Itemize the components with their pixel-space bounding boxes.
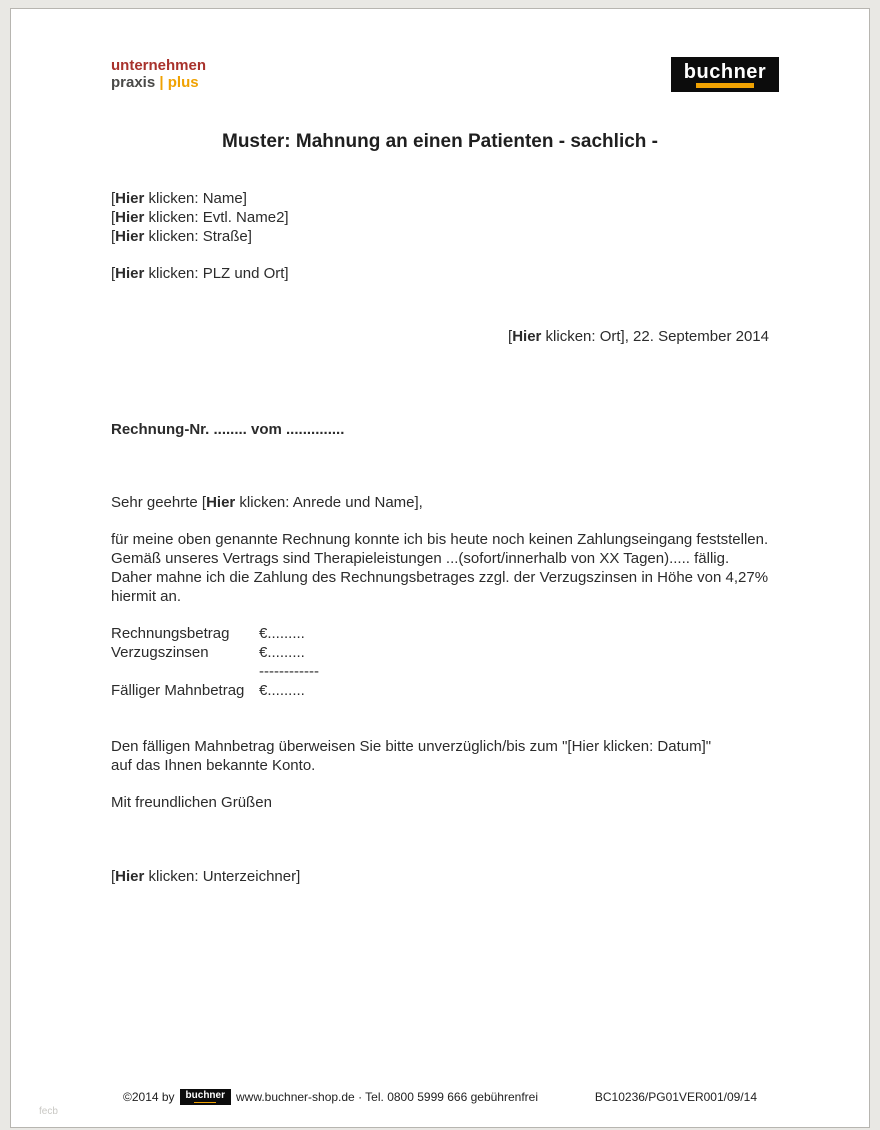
signature-line[interactable]: [Hier klicken: Unterzeichner] — [111, 868, 301, 885]
amount-label — [111, 662, 259, 681]
logo-text-plus: plus — [167, 74, 199, 91]
footer-buchner-logo-text: buchner — [185, 1090, 225, 1101]
footer-document-code: BC10236/PG01VER001/09/14 — [594, 1090, 757, 1104]
buchner-logo-text: buchner — [683, 60, 767, 83]
footer-corner-text: fecb — [39, 1106, 58, 1117]
logo-separator: | — [159, 74, 164, 91]
closing-line: Mit freundlichen Grüßen — [111, 794, 272, 811]
amount-label: Rechnungsbetrag — [111, 625, 230, 642]
letter-content — [11, 132, 869, 886]
subject-line: Rechnung-Nr. ........ vom .............. — [111, 421, 345, 438]
amount-value: €......... — [259, 682, 305, 699]
address-blank-line — [111, 246, 769, 264]
amount-label: Fälliger Mahnbetrag — [111, 682, 245, 699]
amount-row-mahnbetrag — [111, 681, 769, 700]
body-paragraph-1: für meine oben genannte Rechnung konnte ich bis heute noch keinen Zahlungseingang feststellen. Gemäß unseres Vertrags sind Therapieleistungen ...(sofort/innerhalb von XX Tagen)..... fällig. Daher mahne ich die Zahlung des Rechnungsbetrages zzgl. der Verzugszinsen in Höhe von 4,27% hiermit an. — [111, 531, 769, 605]
page-title: Muster: Mahnung an einen Patienten - sachlich - — [222, 131, 658, 152]
footer-buchner-logo — [180, 1089, 231, 1105]
letter-sheet — [10, 8, 870, 1128]
address-line-name[interactable]: [Hier klicken: Name] — [111, 190, 247, 207]
footer-copyright-group — [123, 1089, 538, 1105]
amount-separator-dashes: ------------ — [259, 663, 319, 680]
footer — [11, 1089, 869, 1105]
body-paragraph-2: Den fälligen Mahnbetrag überweisen Sie bitte unverzüglich/bis zum "[Hier klicken: Datum]" auf das Ihnen bekannte Konto. — [111, 738, 712, 774]
logo-text-praxis-plus — [111, 74, 206, 91]
amount-label: Verzugszinsen — [111, 644, 209, 661]
footer-buchner-underline-bar-icon — [194, 1102, 216, 1103]
amount-value: €......... — [259, 625, 305, 642]
salutation-line[interactable]: Sehr geehrte [Hier klicken: Anrede und Name], — [111, 494, 423, 511]
amount-row-separator — [111, 662, 769, 681]
date-line[interactable]: [Hier klicken: Ort], 22. September 2014 — [508, 328, 769, 345]
footer-copyright: ©2014 by — [123, 1090, 175, 1104]
amount-value: €......... — [259, 644, 305, 661]
address-line-name2[interactable]: [Hier klicken: Evtl. Name2] — [111, 209, 289, 226]
unternehmen-praxis-plus-logo — [111, 57, 206, 91]
address-block — [111, 189, 769, 283]
address-line-street[interactable]: [Hier klicken: Straße] — [111, 228, 252, 245]
amount-row-rechnungsbetrag — [111, 624, 769, 643]
buchner-underline-bar-icon — [696, 83, 754, 88]
footer-site-info: www.buchner-shop.de · Tel. 0800 5999 666 gebührenfrei — [236, 1090, 538, 1104]
amounts-table — [111, 624, 769, 700]
header — [11, 9, 869, 92]
amount-row-verzugszinsen — [111, 643, 769, 662]
logo-text-unternehmen: unternehmen — [111, 57, 207, 74]
address-line-plz-ort[interactable]: [Hier klicken: PLZ und Ort] — [111, 265, 289, 282]
logo-text-praxis: praxis — [111, 74, 156, 91]
buchner-logo — [671, 57, 779, 92]
